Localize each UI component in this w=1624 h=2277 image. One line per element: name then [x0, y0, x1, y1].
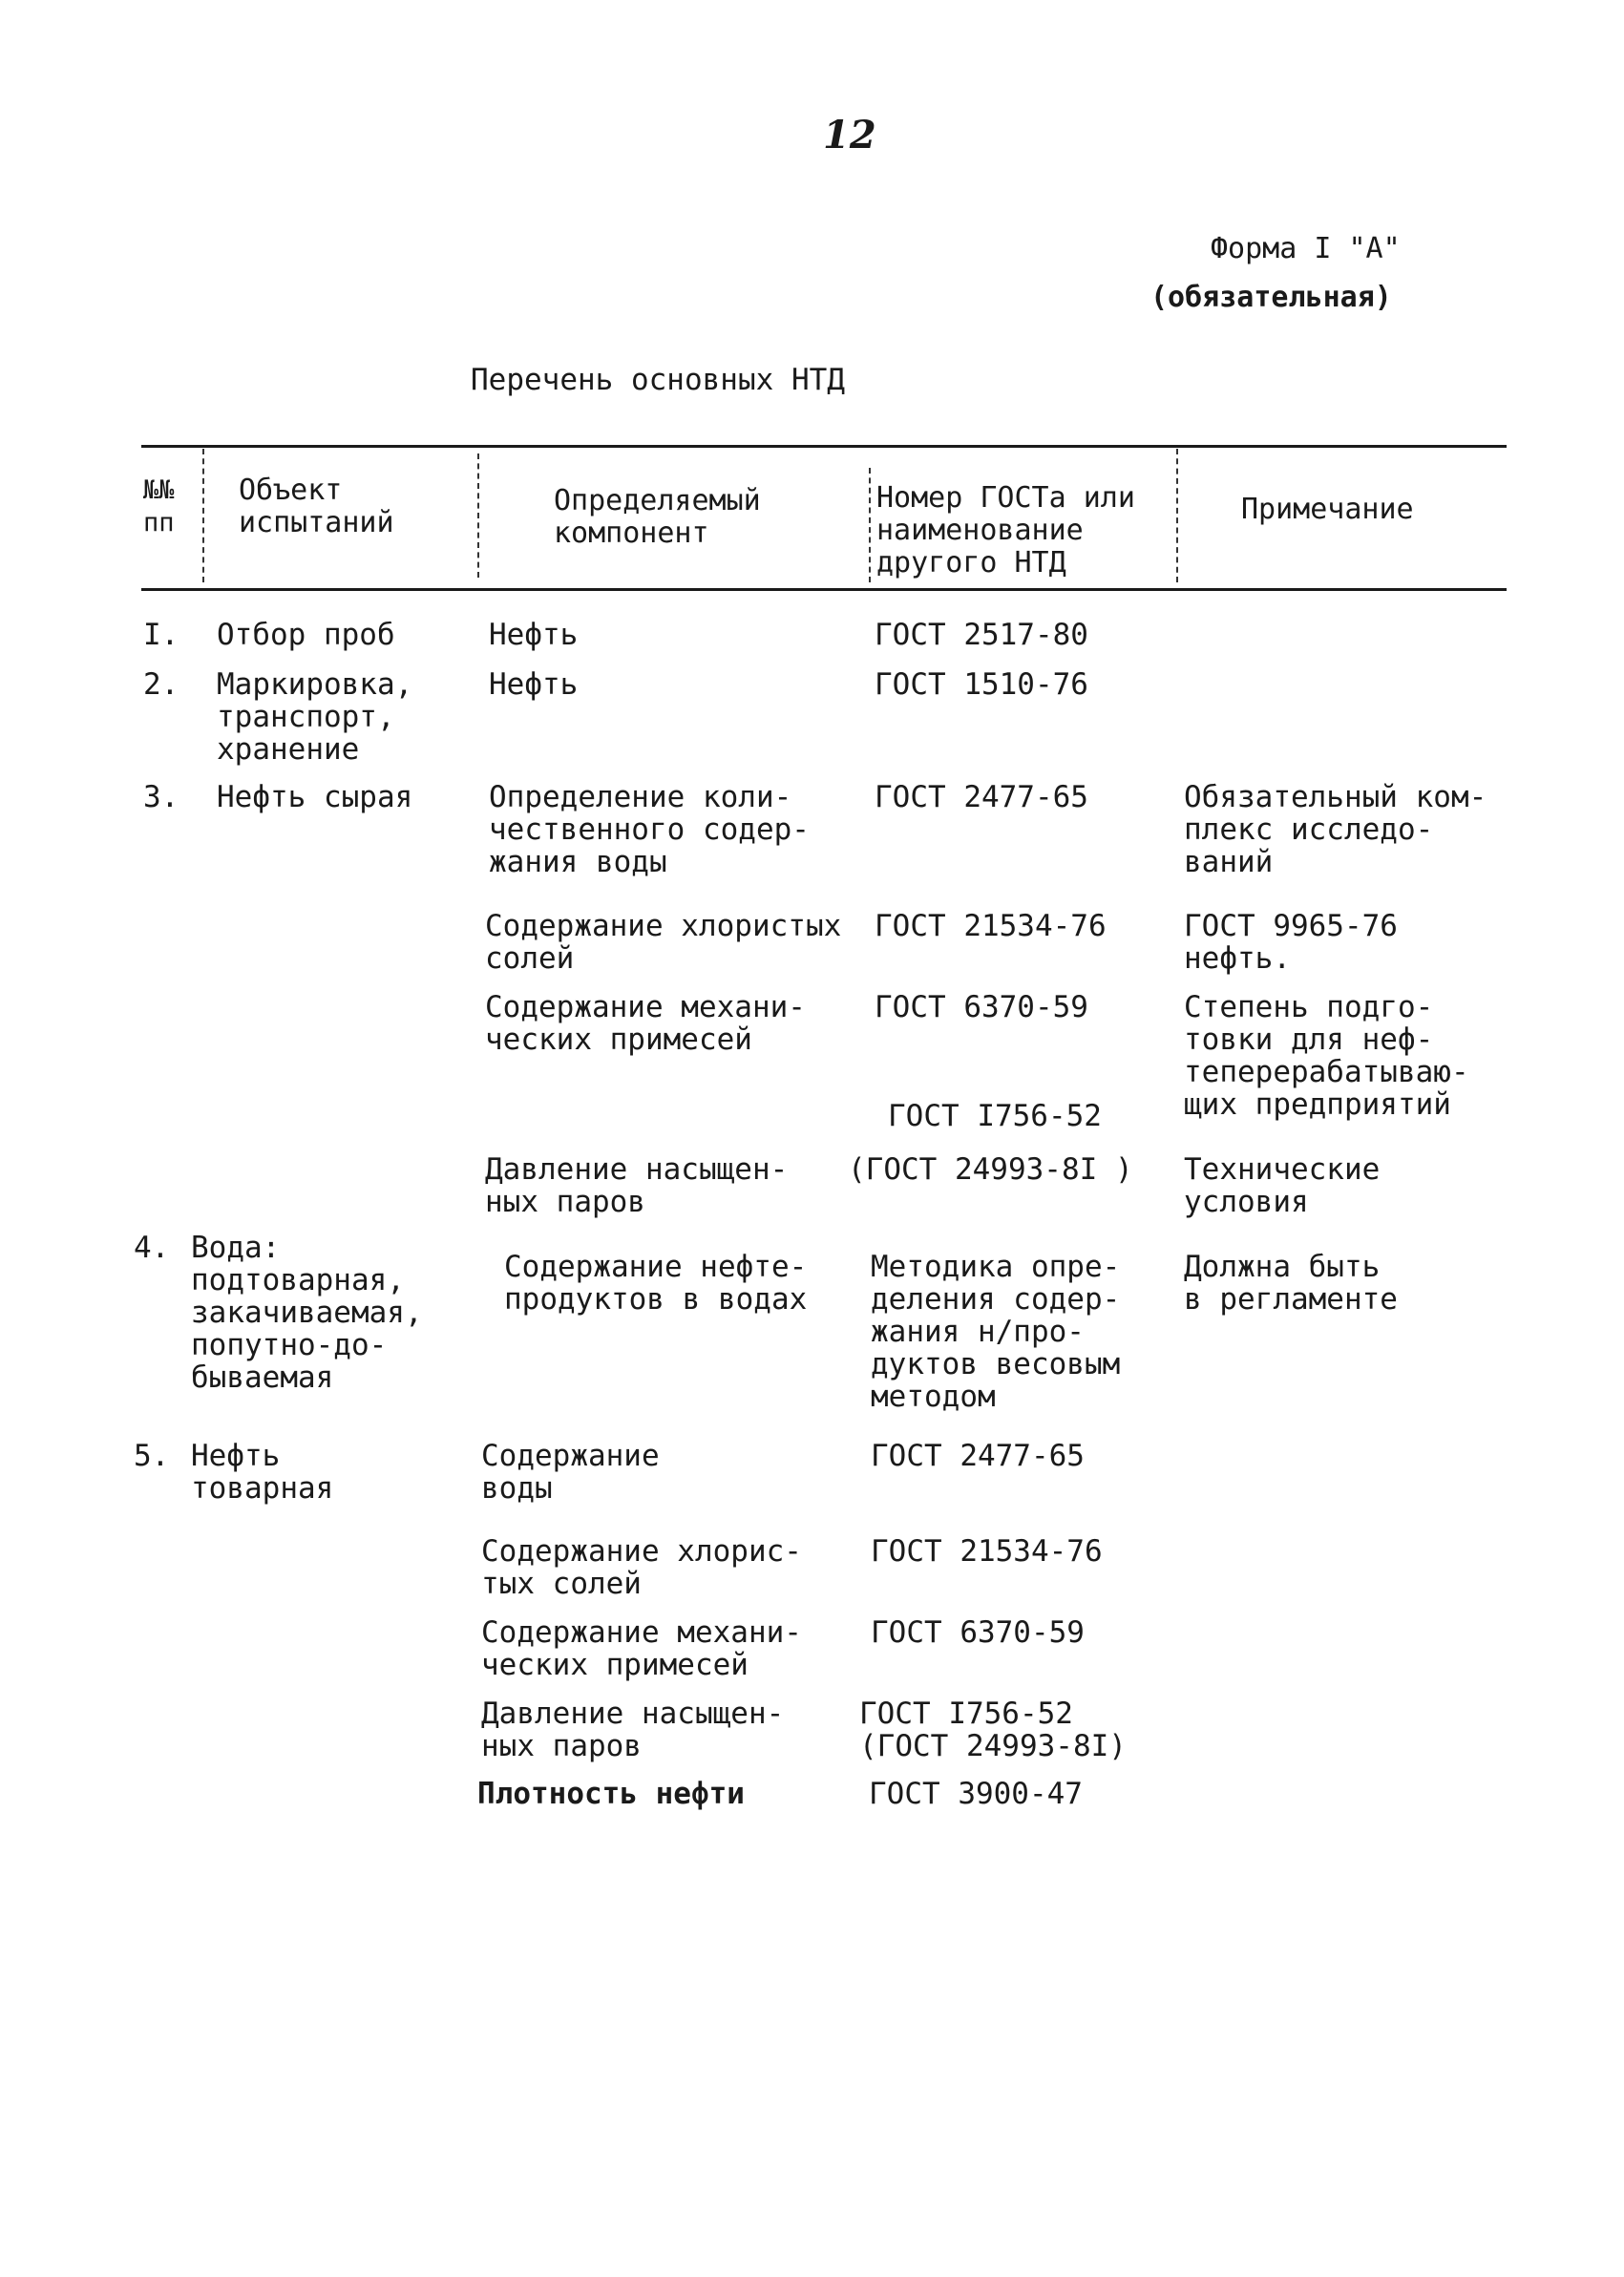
row-3e-gost: (ГОСТ 24993-8I ) [848, 1152, 1133, 1187]
header-separator [202, 449, 204, 582]
row-5e-component: Плотность нефти [477, 1777, 745, 1811]
row-5-component: Содержание воды [481, 1439, 660, 1506]
header-bottom-rule [141, 588, 1507, 591]
row-3e-component: Давление насыщен- ных паров [485, 1152, 789, 1219]
row-5c-gost: ГОСТ 6370-59 [871, 1615, 1085, 1650]
row-5d-gost: ГОСТ I756-52 (ГОСТ 24993-8I) [859, 1697, 1127, 1763]
row-1-component: Нефть [489, 618, 579, 652]
row-1-object: Отбор проб [217, 618, 395, 652]
table-top-rule [141, 445, 1507, 448]
row-4-gost: Методика опре- деления содер- жания н/про- дуктов весовым методом [871, 1250, 1121, 1414]
header-gost: Номер ГОСТа или наименование другого НТД [876, 481, 1135, 580]
row-1-num: I. [143, 618, 179, 652]
header-object: Объект испытаний [239, 474, 394, 539]
row-3-object: Нефть сырая [217, 780, 413, 814]
row-1-gost: ГОСТ 2517-80 [875, 618, 1088, 652]
row-5e-gost: ГОСТ 3900-47 [869, 1777, 1083, 1811]
row-2-component: Нефть [489, 667, 579, 702]
row-3b-note: ГОСТ 9965-76 нефть. [1184, 909, 1398, 976]
document-title: Перечень основных НТД [471, 363, 845, 397]
row-3b-gost: ГОСТ 21534-76 [875, 909, 1107, 943]
row-2-gost: ГОСТ 1510-76 [875, 667, 1088, 702]
row-2-num: 2. [143, 667, 179, 702]
row-3d-gost: ГОСТ I756-52 [888, 1099, 1102, 1133]
form-note: (обязательная) [1150, 281, 1392, 314]
row-5c-component: Содержание механи- ческих примесей [481, 1615, 802, 1682]
row-3-note: Обязательный ком- плекс исследо- ваний [1184, 780, 1487, 879]
row-3e-note: Технические условия [1184, 1152, 1381, 1219]
row-3-component: Определение коли- чественного содер- жания воды [489, 780, 810, 879]
header-separator [869, 468, 871, 582]
header-separator [1176, 449, 1178, 582]
row-3-num: 3. [143, 780, 179, 814]
row-4-num: 4. [134, 1231, 170, 1265]
page-number: 12 [823, 113, 876, 158]
row-3c-note: Степень подго- товки для неф- теперерабатываю- щих предприятий [1184, 990, 1469, 1122]
row-5-gost: ГОСТ 2477-65 [871, 1439, 1085, 1473]
row-4-object: Вода: подтоварная, закачиваемая, попутно-до- бываемая [191, 1231, 423, 1395]
row-5b-gost: ГОСТ 21534-76 [871, 1534, 1103, 1569]
row-5b-component: Содержание хлорис- тых солей [481, 1534, 802, 1601]
header-separator [477, 453, 479, 578]
header-note: Примечание [1241, 493, 1414, 526]
row-3c-component: Содержание механи- ческих примесей [485, 990, 806, 1057]
row-5-num: 5. [134, 1439, 170, 1473]
row-5d-component: Давление насыщен- ных паров [481, 1697, 785, 1763]
row-4-note: Должна быть в регламенте [1184, 1250, 1398, 1317]
row-3-gost: ГОСТ 2477-65 [875, 780, 1088, 814]
header-num: №№ пп [143, 475, 175, 538]
form-label: Форма I "А" [1211, 232, 1401, 265]
row-2-object: Маркировка, транспорт, хранение [217, 667, 413, 767]
row-5-object: Нефть товарная [191, 1439, 334, 1506]
row-3b-component: Содержание хлористых солей [485, 909, 842, 976]
header-component: Определяемый компонент [554, 484, 761, 550]
row-3c-gost: ГОСТ 6370-59 [875, 990, 1088, 1024]
row-4-component: Содержание нефте- продуктов в водах [504, 1250, 808, 1317]
